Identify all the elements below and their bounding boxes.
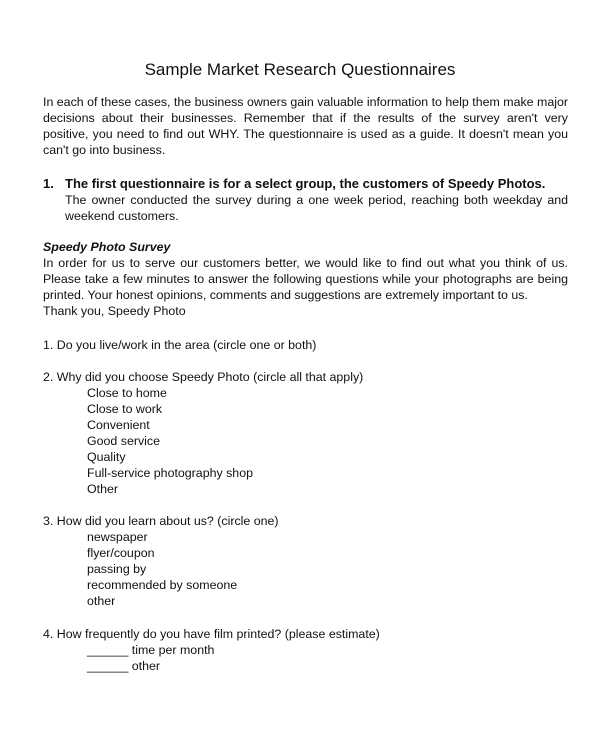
section-1-description: The owner conducted the survey during a one week period, reaching both weekday and weekend customers. xyxy=(65,193,568,223)
survey-paragraph: In order for us to serve our customers better, we would like to find out what you think of us. Please take a few minutes to answer the following questions while your photographs are being printed. Your honest opinions, comments and suggestions are extremely important to us. xyxy=(43,256,568,302)
option-item: flyer/coupon xyxy=(87,546,155,560)
option-item: Convenient xyxy=(87,418,150,432)
option-item: Other xyxy=(87,482,118,496)
section-1-heading-text: The first questionnaire is for a select group, the customers of Speedy Photos. xyxy=(65,176,546,191)
survey-title: Speedy Photo Survey xyxy=(43,240,171,254)
option-item: other xyxy=(87,594,116,608)
option-item: Close to work xyxy=(87,402,163,416)
intro-paragraph: In each of these cases, the business owners gain valuable information to help them make major decisions about their businesses. Remember that if the results of the survey aren't very positive, you need to find out WHY. The questionnaire is used as a guide. It doesn't mean you can't go into business. xyxy=(43,95,568,157)
section-1-heading xyxy=(43,175,568,193)
question-3-options xyxy=(87,529,237,609)
option-item: newspaper xyxy=(87,530,148,544)
survey-intro xyxy=(43,255,568,319)
option-item: passing by xyxy=(87,562,147,576)
question-4: 4. How frequently do you have film printed? (please estimate) xyxy=(43,627,380,641)
document-title: Sample Market Research Questionnaires xyxy=(144,60,456,79)
option-item: Quality xyxy=(87,450,126,464)
option-item: Good service xyxy=(87,434,161,448)
option-item: ______ other xyxy=(87,659,161,673)
question-2: 2. Why did you choose Speedy Photo (circle all that apply) xyxy=(43,370,364,384)
question-3: 3. How did you learn about us? (circle one) xyxy=(43,514,279,528)
option-item: ______ time per month xyxy=(87,643,215,657)
option-item: recommended by someone xyxy=(87,578,238,592)
question-4-options xyxy=(87,642,214,674)
option-item: Close to home xyxy=(87,386,167,400)
section-1-number: 1. xyxy=(43,176,54,191)
survey-signoff: Thank you, Speedy Photo xyxy=(43,304,186,318)
option-item: Full-service photography shop xyxy=(87,466,253,480)
question-1: 1. Do you live/work in the area (circle one or both) xyxy=(43,338,317,352)
question-2-options xyxy=(87,385,253,497)
